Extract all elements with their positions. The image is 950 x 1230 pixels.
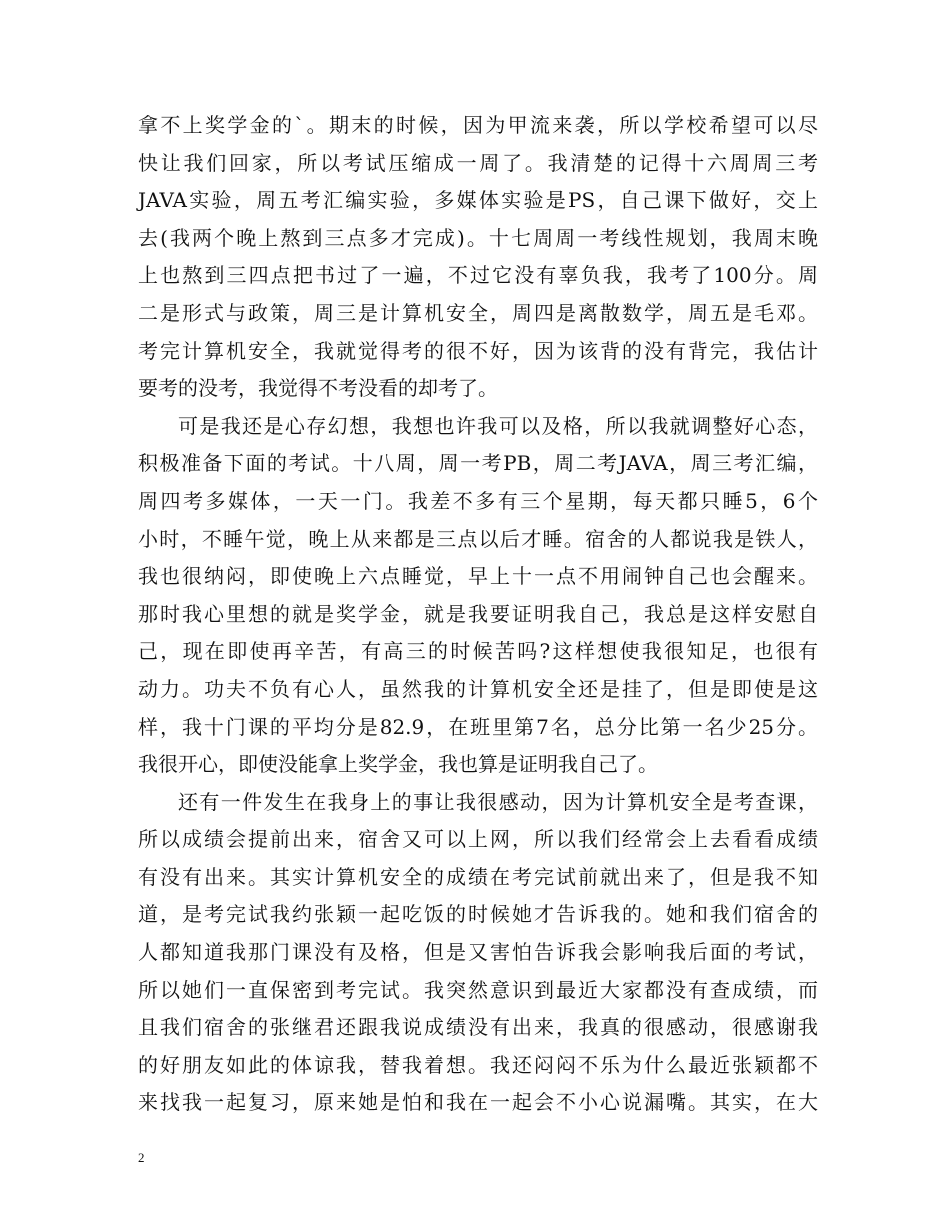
text-line: 考完计算机安全，我就觉得考的很不好，因为该背的没有背完，我估计 (138, 338, 818, 363)
text-line: 来找我一起复习，原来她是怕和我在一起会不小心说漏嘴。其实，在大 (138, 1090, 818, 1115)
text-line: 还有一件发生在我身上的事让我很感动，因为计算机安全是考查课， (178, 789, 818, 814)
text-line: 道，是考完试我约张颖一起吃饭的时候她才告诉我的。她和我们宿舍的 (138, 902, 818, 927)
text-line: 可是我还是心存幻想，我想也许我可以及格，所以我就调整好心态， (178, 413, 818, 438)
text-line: 动力。功夫不负有心人，虽然我的计算机安全还是挂了，但是即使是这 (138, 676, 818, 701)
text-line: 有没有出来。其实计算机安全的成绩在考完试前就出来了，但是我不知 (138, 864, 818, 889)
text-line: 我很开心，即使没能拿上奖学金，我也算是证明我自己了。 (138, 752, 658, 777)
text-line: JAVA实验，周五考汇编实验，多媒体实验是PS，自己课下做好，交上 (138, 188, 818, 213)
text-line: 的好朋友如此的体谅我，替我着想。我还闷闷不乐为什么最近张颖都不 (138, 1052, 818, 1077)
text-line: 人都知道我那门课没有及格，但是又害怕告诉我会影响我后面的考试， (138, 940, 818, 965)
text-line: 所以她们一直保密到考完试。我突然意识到最近大家都没有查成绩，而 (138, 977, 818, 1002)
text-line: 己，现在即使再辛苦，有高三的时候苦吗?这样想使我很知足，也很有 (138, 639, 818, 664)
text-line: 二是形式与政策，周三是计算机安全，周四是离散数学，周五是毛邓。 (138, 300, 818, 325)
text-line: 且我们宿舍的张继君还跟我说成绩没有出来，我真的很感动，很感谢我 (138, 1015, 818, 1040)
text-line: 样，我十门课的平均分是82.9，在班里第7名，总分比第一名少25分。 (138, 714, 818, 739)
text-line: 我也很纳闷，即使晚上六点睡觉，早上十一点不用闹钟自己也会醒来。 (138, 564, 818, 589)
text-line: 要考的没考，我觉得不考没看的却考了。 (138, 376, 498, 401)
text-line: 快让我们回家，所以考试压缩成一周了。我清楚的记得十六周周三考 (138, 150, 818, 175)
page-number: 2 (138, 1150, 145, 1165)
text-line: 那时我心里想的就是奖学金，就是我要证明我自己，我总是这样安慰自 (138, 601, 818, 626)
text-line: 所以成绩会提前出来，宿舍又可以上网，所以我们经常会上去看看成绩 (138, 827, 818, 852)
text-line: 去(我两个晚上熬到三点多才完成)。十七周周一考线性规划，我周末晚 (138, 225, 818, 250)
text-line: 积极准备下面的考试。十八周，周一考PB，周二考JAVA，周三考汇编， (138, 451, 818, 476)
text-line: 拿不上奖学金的`。期末的时候，因为甲流来袭，所以学校希望可以尽 (138, 113, 818, 137)
text-line: 小时，不睡午觉，晚上从来都是三点以后才睡。宿舍的人都说我是铁人， (138, 526, 818, 551)
text-line: 上也熬到三四点把书过了一遍，不过它没有辜负我，我考了100分。周 (138, 263, 818, 288)
text-line: 周四考多媒体，一天一门。我差不多有三个星期，每天都只睡5，6个 (138, 488, 818, 513)
body-text (138, 107, 818, 1122)
